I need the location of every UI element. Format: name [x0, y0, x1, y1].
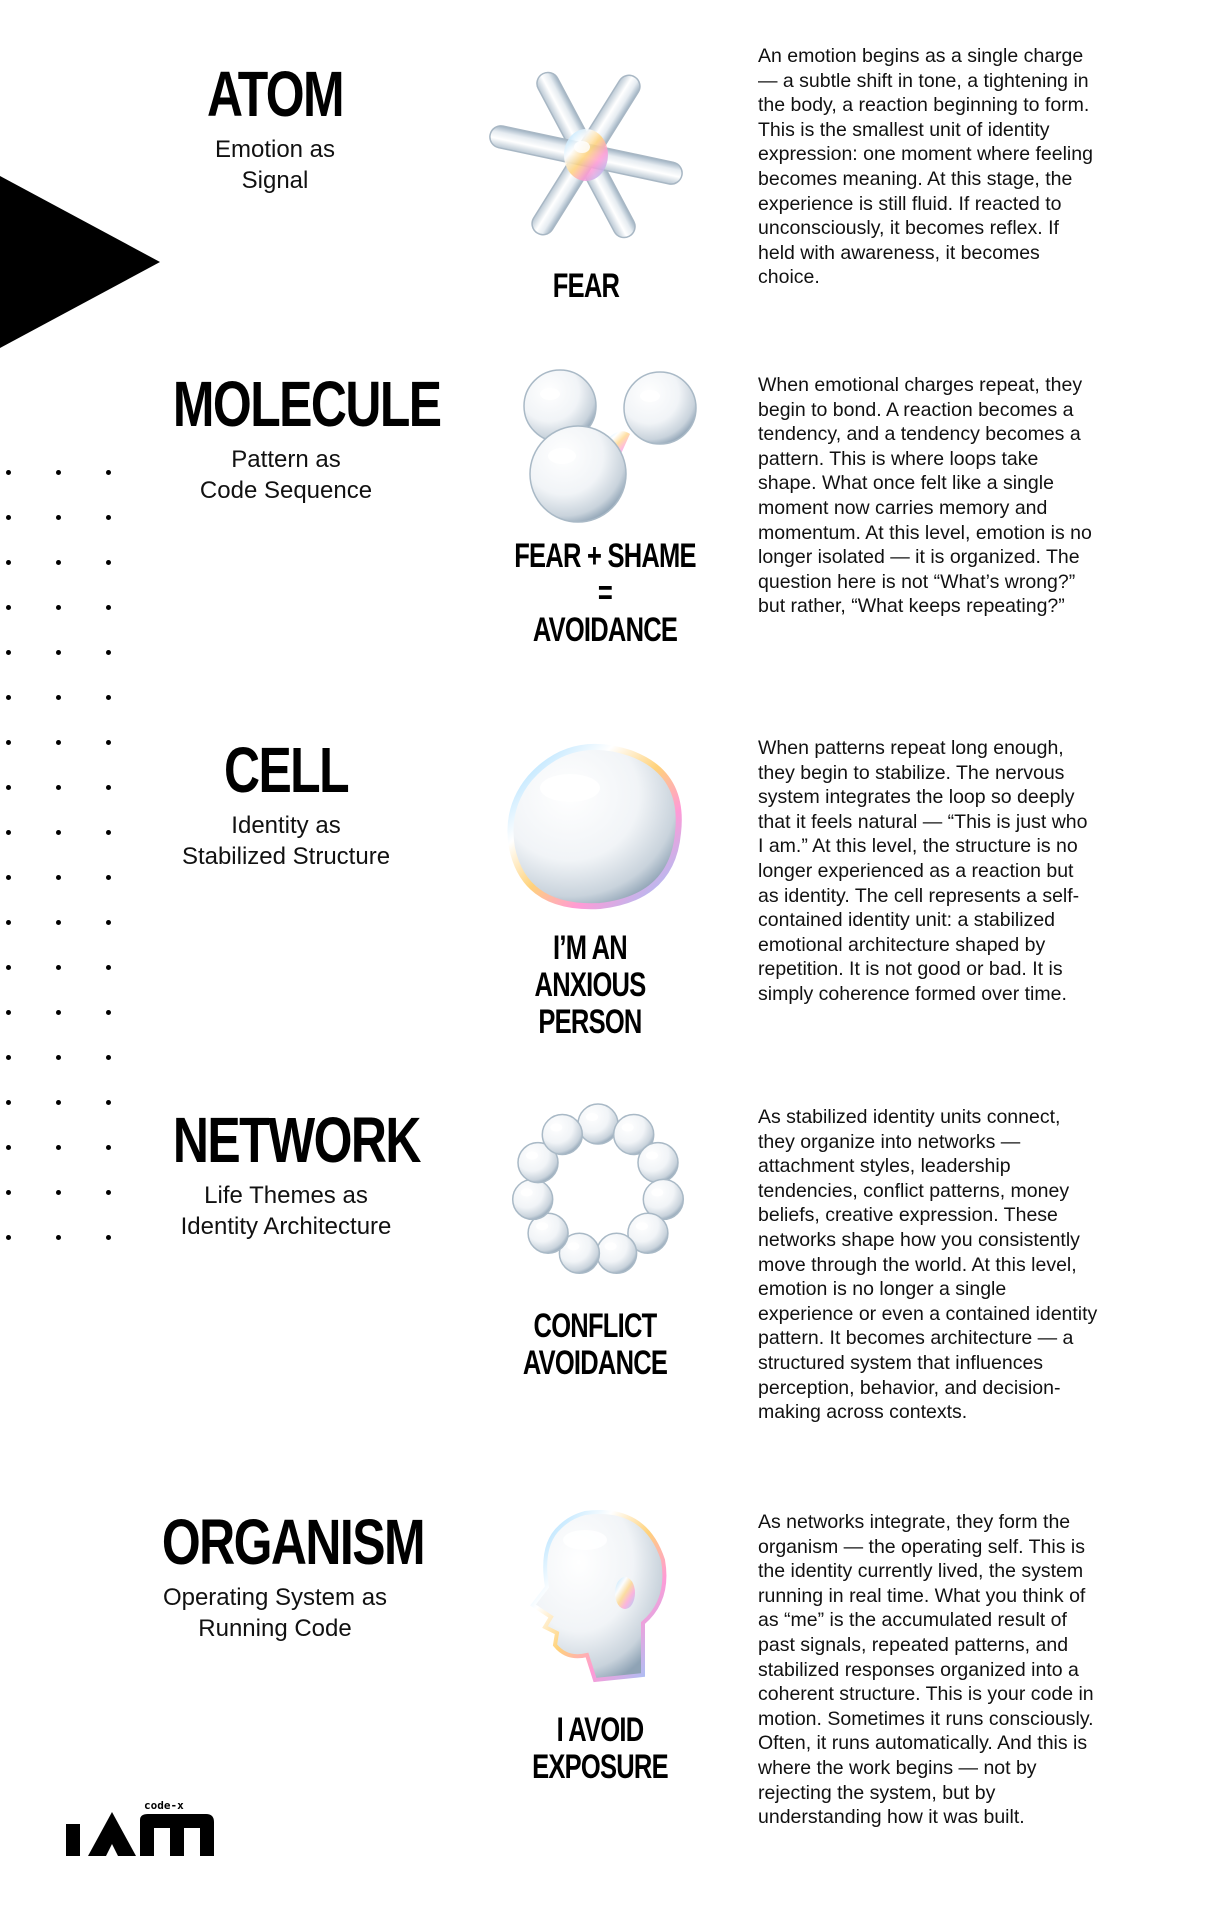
- caption-line: PERSON: [538, 1003, 642, 1041]
- dot: [56, 695, 61, 700]
- dot: [106, 920, 111, 925]
- dot: [56, 1100, 61, 1105]
- dot: [6, 875, 11, 880]
- dot: [106, 515, 111, 520]
- section-subtitle: [130, 134, 420, 196]
- section-title: CELL: [223, 734, 349, 806]
- dot: [6, 605, 11, 610]
- caption-line: FEAR + SHAME =: [514, 537, 696, 612]
- dot: [6, 1010, 11, 1015]
- glass-molecule-bubbles-icon: [510, 366, 700, 526]
- dot: [106, 695, 111, 700]
- dot-grid-decoration: [6, 470, 116, 1240]
- section-caption: [511, 538, 699, 649]
- bead: [597, 1233, 637, 1273]
- dot: [56, 1190, 61, 1195]
- dot: [6, 740, 11, 745]
- section-body: When patterns repeat long enough, they begin to stabilize. The nervous system integrates the loop so deeply that it feels natural — “This is just who I am.” At this level, the structure is no longer experienced as a reaction but as identity. The cell represents a self-contained identity unit: a stabilized emotional architecture shaped by repetition. It is not good or bad. It is simply coherence formed over time.: [758, 737, 1088, 1005]
- bead-highlight: [536, 1222, 548, 1230]
- subtitle-line: Signal: [241, 167, 309, 194]
- dot: [106, 1055, 111, 1060]
- section-subtitle: [141, 1180, 431, 1242]
- subtitle-line: Pattern as: [231, 446, 341, 473]
- bead-highlight: [605, 1242, 617, 1250]
- caption-line: CONFLICT AVOIDANCE: [522, 1307, 668, 1382]
- dot: [6, 560, 11, 565]
- section-subtitle: [141, 810, 431, 872]
- dot: [106, 605, 111, 610]
- dot: [56, 1235, 61, 1240]
- dot: [106, 830, 111, 835]
- caption-line: FEAR: [552, 267, 620, 305]
- cell-heading: [141, 734, 431, 872]
- section-body: When emotional charges repeat, they begin to bond. A reaction becomes a tendency, and a tendency becomes a pattern. This is where loops take shape. What once felt like a single moment now carries memory and momentum. At this level, emotion is no longer isolated — it is organized. The question here is not “What’s wrong?” but rather, “What keeps repeating?”: [758, 374, 1092, 618]
- bead: [638, 1143, 678, 1183]
- dot: [6, 1190, 11, 1195]
- iam-logo-icon: [66, 1798, 214, 1856]
- section-caption: [511, 268, 661, 305]
- section-title: MOLECULE: [172, 368, 441, 440]
- bead: [513, 1179, 553, 1219]
- dot: [106, 740, 111, 745]
- bead: [578, 1104, 618, 1144]
- dot: [56, 605, 61, 610]
- subtitle-line: Stabilized Structure: [181, 843, 391, 870]
- dot: [6, 650, 11, 655]
- bead-highlight: [651, 1188, 663, 1196]
- section-subtitle: [130, 1582, 420, 1644]
- subtitle-line: Code Sequence: [199, 477, 373, 504]
- organism-heading: [130, 1506, 424, 1644]
- dot: [106, 875, 111, 880]
- black-triangle-decoration: [0, 176, 160, 348]
- dot: [56, 965, 61, 970]
- subtitle-line: Emotion as: [214, 136, 336, 163]
- dot: [6, 515, 11, 520]
- dot: [56, 470, 61, 475]
- dot: [56, 1010, 61, 1015]
- atom-heading: [130, 58, 420, 196]
- dot: [6, 920, 11, 925]
- logo-code-x-text: code-x: [144, 1799, 184, 1812]
- section-body: As stabilized identity units connect, they organize into networks — attachment styles, leadership tendencies, conflict patterns, money beliefs, creative expression. These networks shape how you consistently move through the world. At this level, emotion is no longer a single experience or even a contained identity pattern. It becomes architecture — a structured system that influences perception, behavior, and decision-making across contexts.: [758, 1106, 1098, 1424]
- dot: [6, 470, 11, 475]
- dot: [56, 650, 61, 655]
- section-title: NETWORK: [172, 1104, 420, 1176]
- dot: [56, 1055, 61, 1060]
- bead-highlight: [526, 1152, 538, 1160]
- bead-highlight: [567, 1242, 579, 1250]
- dot: [56, 560, 61, 565]
- caption-line: AVOIDANCE: [532, 611, 678, 649]
- section-body: As networks integrate, they form the organism — the operating self. This is the identity currently lived, the system running in real time. What you think of as “me” is the accumulated result of past signals, repeated patterns, and stabilized responses organized into a coherent structure. This is your code in motion. Sometimes it runs consciously. Often, it runs automatically. And this is where the work begins — not by rejecting the system, but by understanding how it was built.: [758, 1511, 1094, 1829]
- dot: [106, 1235, 111, 1240]
- dot: [56, 515, 61, 520]
- dot: [6, 1055, 11, 1060]
- caption-line: I AVOID EXPOSURE: [532, 1711, 668, 1786]
- bead-highlight: [622, 1124, 634, 1132]
- dot: [106, 1190, 111, 1195]
- bead-highlight: [586, 1113, 598, 1121]
- section-title: ORGANISM: [161, 1506, 424, 1578]
- section-subtitle: [141, 444, 431, 506]
- glass-star-atom-icon: [476, 55, 716, 255]
- network-heading: [141, 1104, 431, 1242]
- bead-highlight: [550, 1124, 562, 1132]
- molecule-heading: [141, 368, 441, 506]
- glass-bead-ring-icon: [508, 1100, 688, 1280]
- dot: [56, 920, 61, 925]
- dot: [106, 1010, 111, 1015]
- dot: [106, 785, 111, 790]
- section-body: An emotion begins as a single charge — a subtle shift in tone, a tightening in the body, a reaction beginning to form. This is the smallest unit of identity expression: one moment where feeling becomes meaning. At this stage, the experience is still fluid. If reacted to unconsciously, it becomes reflex. If held with awareness, it becomes choice.: [758, 45, 1093, 289]
- dot: [6, 1145, 11, 1150]
- dot: [56, 875, 61, 880]
- section-caption: [494, 1308, 697, 1382]
- subtitle-line: Operating System as: [162, 1584, 388, 1611]
- dot: [106, 1100, 111, 1105]
- section-caption: [503, 1712, 698, 1786]
- dot: [6, 695, 11, 700]
- dot: [6, 830, 11, 835]
- dot: [6, 785, 11, 790]
- subtitle-line: Running Code: [198, 1615, 352, 1642]
- bead: [542, 1115, 582, 1155]
- subtitle-line: Identity Architecture: [180, 1213, 392, 1240]
- dot: [6, 1100, 11, 1105]
- dot: [106, 470, 111, 475]
- dot: [56, 740, 61, 745]
- dot: [56, 830, 61, 835]
- caption-line: I’M AN ANXIOUS: [534, 929, 646, 1004]
- dot: [106, 965, 111, 970]
- subtitle-line: Life Themes as: [204, 1182, 368, 1209]
- subtitle-line: Identity as: [231, 812, 341, 839]
- glass-cell-blob-icon: [500, 738, 690, 918]
- dot: [106, 560, 111, 565]
- dot: [56, 1145, 61, 1150]
- dot: [6, 1235, 11, 1240]
- dot: [106, 1145, 111, 1150]
- bead-highlight: [521, 1188, 533, 1196]
- bead-highlight: [646, 1152, 658, 1160]
- dot: [6, 965, 11, 970]
- bead-highlight: [636, 1222, 648, 1230]
- dot: [106, 650, 111, 655]
- glass-head-profile-icon: [515, 1505, 675, 1685]
- section-caption: [500, 930, 680, 1041]
- dot: [56, 785, 61, 790]
- section-title: ATOM: [206, 58, 344, 130]
